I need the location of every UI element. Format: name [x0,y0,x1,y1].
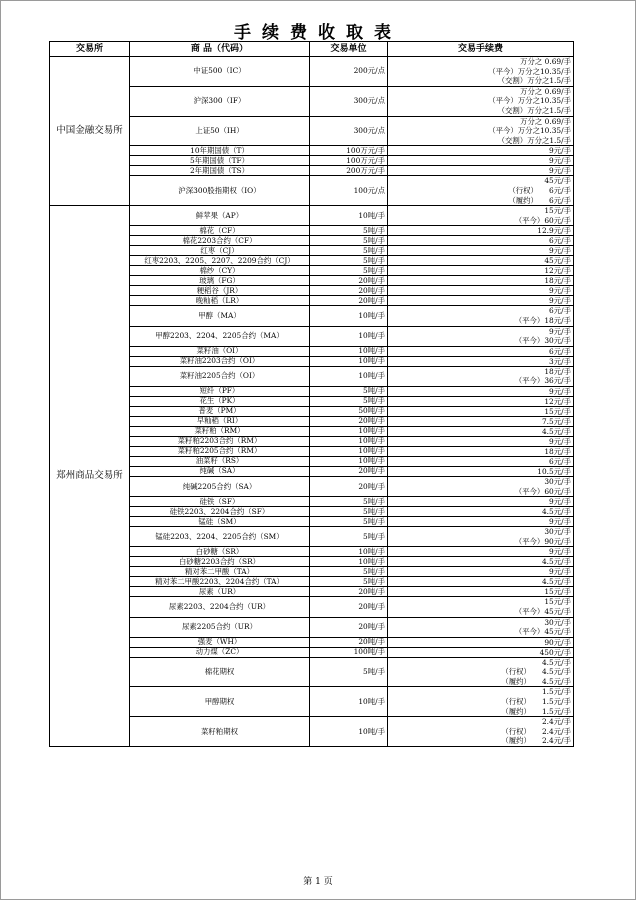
fee-cell [388,597,574,617]
fee-line: 15元/手 [544,587,571,597]
fee-line: 18元/手 [544,366,571,376]
fee-line: 12.9元/手 [537,226,571,236]
fee-cell [388,557,574,567]
fee-line: （平今）万分之10.35/手 [488,66,571,76]
product-cell: 甲醇（MA） [130,306,310,326]
unit-cell: 50吨/手 [310,406,388,416]
product-cell: 尿素2203、2204合约（UR） [130,597,310,617]
product-cell: 锰硅2203、2204、2205合约（SM） [130,527,310,547]
unit-cell: 5吨/手 [310,396,388,406]
unit-cell: 5吨/手 [310,517,388,527]
product-cell: 粳稻谷（JR） [130,286,310,296]
unit-cell: 5吨/手 [310,226,388,236]
unit-cell: 20吨/手 [310,416,388,426]
fee-cell [388,476,574,496]
fee-line: 45元/手 [544,176,571,186]
fee-line: （平今）45元/手 [514,627,571,637]
product-cell: 上证50（IH） [130,116,310,146]
unit-cell: 5吨/手 [310,246,388,256]
fee-cell [388,687,574,717]
product-cell: 5年期国债（TF） [130,156,310,166]
fee-line: （平今）90元/手 [514,536,571,546]
unit-cell: 20吨/手 [310,286,388,296]
fee-cell [388,166,574,176]
fee-cell [388,647,574,657]
unit-cell: 20吨/手 [310,276,388,286]
fee-line: （平今）45元/手 [514,606,571,616]
fee-cell [388,57,574,87]
fee-line: 6元/手 [549,346,571,356]
fee-cell [388,436,574,446]
unit-cell: 10吨/手 [310,717,388,747]
unit-cell: 10吨/手 [310,687,388,717]
fee-line: 1.5元/手 [541,687,571,697]
fee-line: 9元/手 [549,436,571,446]
unit-cell: 5吨/手 [310,657,388,687]
product-cell: 沪深300（IF） [130,86,310,116]
unit-cell: 5吨/手 [310,507,388,517]
product-cell: 菜籽粕2205合约（RM） [130,446,310,456]
fee-line: 6元/手 [549,456,571,466]
fee-cell [388,577,574,587]
unit-cell: 20吨/手 [310,296,388,306]
unit-cell: 5吨/手 [310,386,388,396]
fee-line: 万分之 0.69/手 [520,116,571,126]
product-cell: 白砂糖（SR） [130,547,310,557]
unit-cell: 10吨/手 [310,446,388,456]
unit-cell: 200万元/手 [310,166,388,176]
product-cell: 晚籼稻（LR） [130,296,310,306]
product-cell: 尿素（UR） [130,587,310,597]
fee-cell [388,286,574,296]
fee-table [49,41,574,747]
unit-cell: 200元/点 [310,57,388,87]
fee-line: 万分之 0.69/手 [520,57,571,66]
fee-cell [388,426,574,436]
product-cell: 棉纱（CY） [130,266,310,276]
unit-cell: 5吨/手 [310,266,388,276]
fee-cell [388,517,574,527]
fee-cell [388,206,574,226]
product-cell: 棉花期权 [130,657,310,687]
product-cell: 红枣2203、2205、2207、2209合约（CJ） [130,256,310,266]
fee-cell [388,306,574,326]
product-cell: 油菜籽（RS） [130,456,310,466]
unit-cell: 10吨/手 [310,557,388,567]
fee-line: （平今）30元/手 [514,336,571,346]
fee-line: 15元/手 [544,597,571,607]
fee-cell [388,156,574,166]
fee-line: 9元/手 [549,326,571,336]
unit-cell: 10吨/手 [310,326,388,346]
table-row [50,57,574,87]
fee-cell [388,406,574,416]
fee-cell [388,86,574,116]
product-cell: 甲醇期权 [130,687,310,717]
header-exchange: 交易所 [50,42,130,57]
fee-line: 450元/手 [539,647,571,657]
fee-cell [388,326,574,346]
fee-line: 6元/手 [549,236,571,246]
fee-line: 15元/手 [544,406,571,416]
fee-line: 4.5元/手 [541,507,571,517]
fee-line: 4.5元/手 [541,557,571,567]
unit-cell: 5吨/手 [310,567,388,577]
fee-cell [388,266,574,276]
product-cell: 菜籽油2205合约（OI） [130,366,310,386]
table-body [50,57,574,747]
product-cell: 普麦（PM） [130,406,310,416]
fee-line: 9元/手 [549,286,571,296]
fee-line: （交割）万分之1.5/手 [497,135,571,145]
fee-line: 30元/手 [544,617,571,627]
fee-line: 4.5元/手 [541,426,571,436]
page-number: 第 1 页 [303,877,333,887]
unit-cell: 20吨/手 [310,476,388,496]
product-cell: 纯碱（SA） [130,466,310,476]
fee-line: （履约） 2.4元/手 [501,736,571,746]
fee-line: 4.5元/手 [541,657,571,667]
fee-cell [388,717,574,747]
fee-line: （平今）60元/手 [514,486,571,496]
product-cell: 菜籽粕（RM） [130,426,310,436]
exchange-name-cell: 郑州商品交易所 [50,206,130,747]
fee-cell [388,396,574,406]
product-cell: 尿素2205合约（UR） [130,617,310,637]
fee-line: 9元/手 [549,497,571,507]
fee-cell [388,637,574,647]
fee-cell [388,276,574,286]
unit-cell: 20吨/手 [310,587,388,597]
fee-cell [388,587,574,597]
fee-line: 9元/手 [549,156,571,166]
unit-cell: 10吨/手 [310,456,388,466]
unit-cell: 5吨/手 [310,577,388,587]
product-cell: 早籼稻（RI） [130,416,310,426]
fee-cell [388,226,574,236]
unit-cell: 100吨/手 [310,647,388,657]
unit-cell: 10吨/手 [310,356,388,366]
fee-cell [388,246,574,256]
product-cell: 纯碱2205合约（SA） [130,476,310,496]
fee-cell [388,497,574,507]
table-row [50,206,574,226]
product-cell: 动力煤（ZC） [130,647,310,657]
fee-line: （平今）18元/手 [514,315,571,325]
product-cell: 精对苯二甲酸（TA） [130,567,310,577]
fee-line: 6元/手 [549,306,571,316]
fee-cell [388,657,574,687]
fee-line: 9元/手 [549,166,571,176]
fee-line: 90元/手 [544,637,571,647]
fee-line: 万分之 0.69/手 [520,86,571,96]
fee-line: 2.4元/手 [541,717,571,727]
fee-line: （行权） 1.5元/手 [501,697,571,707]
fee-cell [388,346,574,356]
fee-line: 7.5元/手 [541,416,571,426]
fee-line: 12元/手 [544,266,571,276]
fee-line: 30元/手 [544,476,571,486]
fee-line: （行权） 6元/手 [508,185,571,195]
fee-cell [388,416,574,426]
fee-line: 15元/手 [544,206,571,216]
header-unit: 交易单位 [310,42,388,57]
table-header-row [50,42,574,57]
unit-cell: 100万元/手 [310,156,388,166]
unit-cell: 300元/点 [310,86,388,116]
fee-line: （行权） 2.4元/手 [501,726,571,736]
fee-line: （平今）60元/手 [514,215,571,225]
fee-line: 9元/手 [549,547,571,557]
product-cell: 锰硅（SM） [130,517,310,527]
product-cell: 花生（PK） [130,396,310,406]
product-cell: 鲜苹果（AP） [130,206,310,226]
unit-cell: 5吨/手 [310,256,388,266]
fee-line: 9元/手 [549,296,571,306]
product-cell: 精对苯二甲酸2203、2204合约（TA） [130,577,310,587]
product-cell: 玻璃（FG） [130,276,310,286]
product-cell: 2年期国债（TS） [130,166,310,176]
fee-cell [388,567,574,577]
fee-cell [388,296,574,306]
product-cell: 菜籽粕期权 [130,717,310,747]
unit-cell: 100万元/手 [310,146,388,156]
fee-cell [388,236,574,246]
fee-line: 9元/手 [549,146,571,156]
fee-cell [388,146,574,156]
fee-line: 9元/手 [549,567,571,577]
fee-line: 3元/手 [549,356,571,366]
document-title: 手续费收取表 [234,23,402,43]
fee-line: （履约） 1.5元/手 [501,706,571,716]
unit-cell: 100元/点 [310,176,388,206]
unit-cell: 10吨/手 [310,426,388,436]
product-cell: 沪深300股指期权（IO） [130,176,310,206]
fee-cell [388,507,574,517]
unit-cell: 5吨/手 [310,236,388,246]
unit-cell: 10吨/手 [310,306,388,326]
unit-cell: 20吨/手 [310,597,388,617]
fee-line: 30元/手 [544,527,571,537]
product-cell: 甲醇2203、2204、2205合约（MA） [130,326,310,346]
unit-cell: 10吨/手 [310,366,388,386]
product-cell: 硅铁（SF） [130,497,310,507]
fee-cell [388,386,574,396]
fee-line: （平今）万分之10.35/手 [488,126,571,136]
unit-cell: 10吨/手 [310,346,388,356]
unit-cell: 10吨/手 [310,206,388,226]
unit-cell: 20吨/手 [310,637,388,647]
fee-line: 18元/手 [544,276,571,286]
fee-line: （平今）万分之10.35/手 [488,96,571,106]
fee-cell [388,617,574,637]
product-cell: 菜籽油（OI） [130,346,310,356]
product-cell: 棉花2203合约（CF） [130,236,310,246]
fee-line: （履约） 6元/手 [508,195,571,205]
fee-line: 9元/手 [549,386,571,396]
fee-line: 10.5元/手 [537,466,571,476]
fee-line: （交割）万分之1.5/手 [497,76,571,86]
unit-cell: 300元/点 [310,116,388,146]
unit-cell: 20吨/手 [310,617,388,637]
unit-cell: 10吨/手 [310,547,388,557]
product-cell: 棉花（CF） [130,226,310,236]
fee-cell [388,366,574,386]
unit-cell: 10吨/手 [310,436,388,446]
fee-cell [388,446,574,456]
exchange-name-cell: 中国金融交易所 [50,57,130,206]
fee-cell [388,527,574,547]
fee-line: （交割）万分之1.5/手 [497,105,571,115]
fee-cell [388,547,574,557]
fee-line: 45元/手 [544,256,571,266]
fee-line: （行权） 4.5元/手 [501,667,571,677]
fee-cell [388,116,574,146]
product-cell: 短纤（PF） [130,386,310,396]
product-cell: 中证500（IC） [130,57,310,87]
fee-line: 18元/手 [544,446,571,456]
product-cell: 硅铁2203、2204合约（SF） [130,507,310,517]
unit-cell: 20吨/手 [310,466,388,476]
fee-line: 9元/手 [549,246,571,256]
product-cell: 强麦（WH） [130,637,310,647]
product-cell: 白砂糖2203合约（SR） [130,557,310,567]
product-cell: 10年期国债（T） [130,146,310,156]
product-cell: 菜籽粕2203合约（RM） [130,436,310,446]
fee-line: （履约） 4.5元/手 [501,676,571,686]
header-product: 商 品（代码） [130,42,310,57]
product-cell: 菜籽油2203合约（OI） [130,356,310,366]
unit-cell: 5吨/手 [310,497,388,507]
fee-line: 4.5元/手 [541,577,571,587]
fee-line: 9元/手 [549,517,571,527]
fee-cell [388,176,574,206]
fee-cell [388,256,574,266]
fee-cell [388,456,574,466]
fee-line: （平今）36元/手 [514,376,571,386]
header-fee: 交易手续费 [388,42,574,57]
product-cell: 红枣（CJ） [130,246,310,256]
fee-line: 12元/手 [544,396,571,406]
unit-cell: 5吨/手 [310,527,388,547]
fee-cell [388,466,574,476]
fee-cell [388,356,574,366]
